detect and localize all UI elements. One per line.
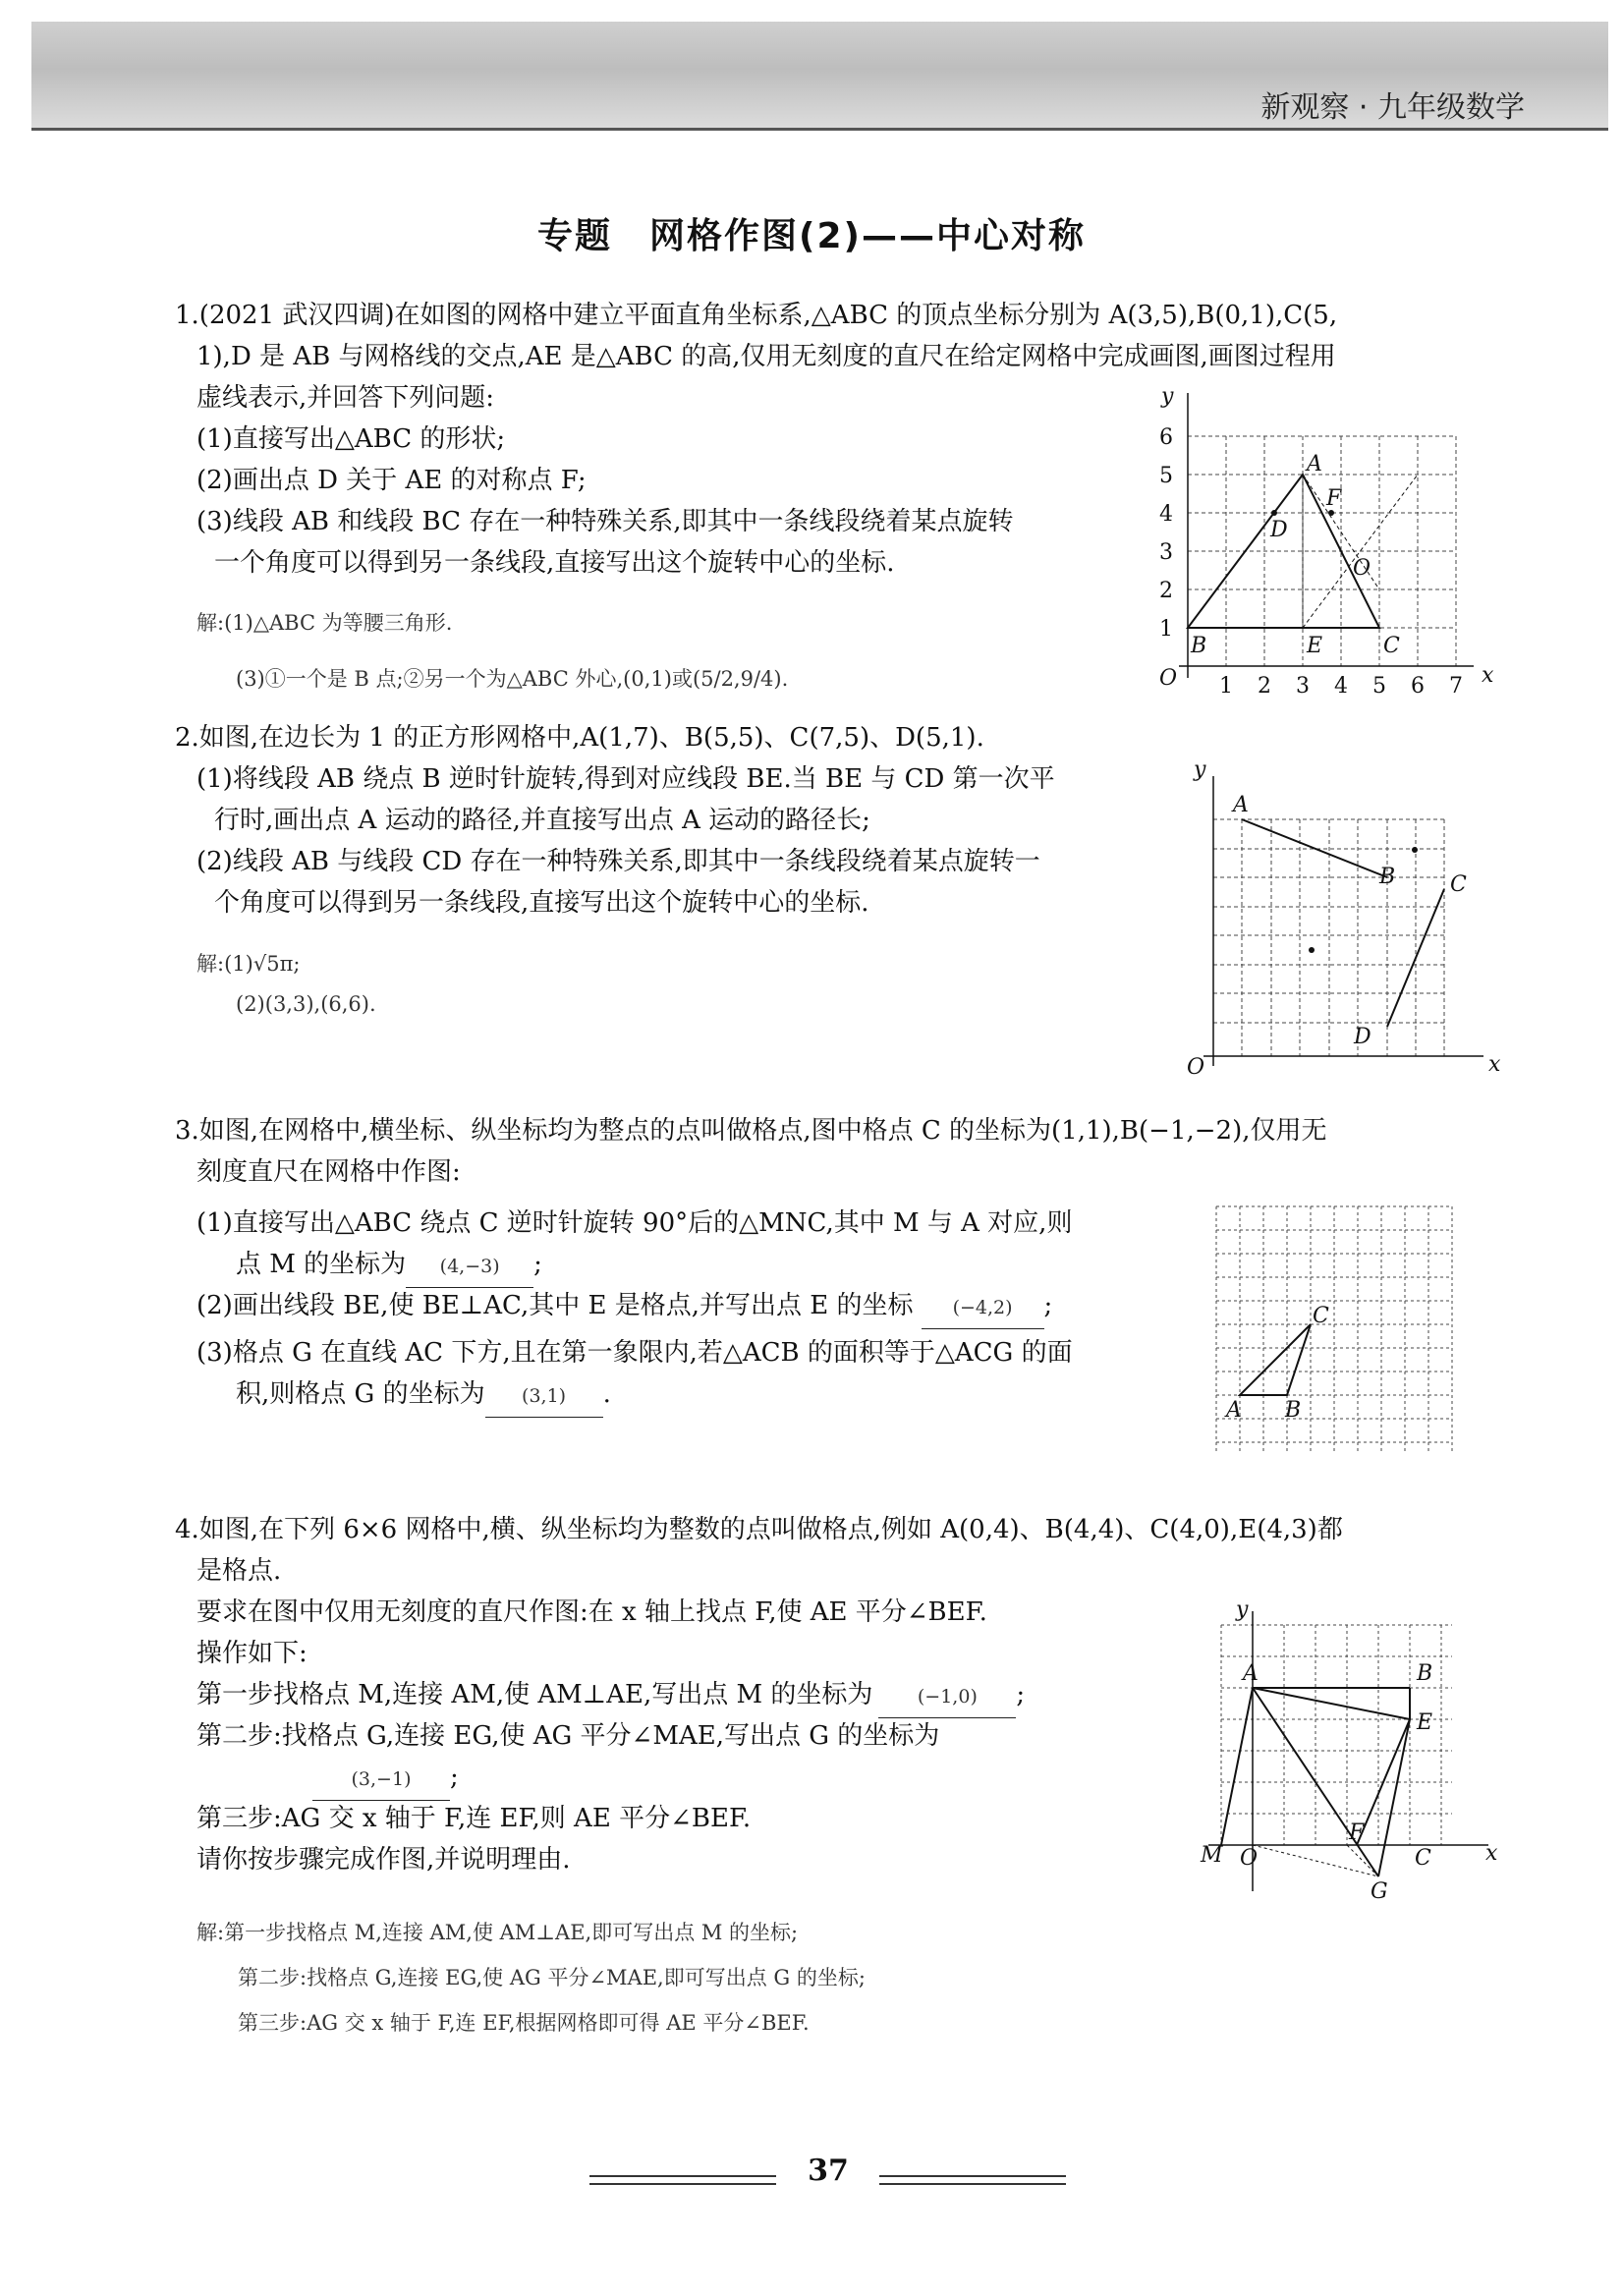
q2-line: (1)将线段 AB 绕点 B 逆时针旋转,得到对应线段 BE.当 BE 与 CD 第一次平 xyxy=(196,764,1055,794)
q3-p3-end: . xyxy=(602,1379,611,1409)
q3-point-C: C xyxy=(1313,1304,1329,1328)
q1-x-tick: 6 xyxy=(1411,674,1425,699)
q4-figure xyxy=(1189,1592,1513,1906)
book-title: 新观察 · 九年级数学 xyxy=(1260,90,1525,125)
q3-p1-answer-line xyxy=(196,1244,1073,1285)
q4-step1-text: 第一步找格点 M,连接 AM,使 AM⊥AE,写出点 M 的坐标为 xyxy=(196,1680,873,1709)
q1-y-tick: 4 xyxy=(1159,502,1173,527)
q3-p3-answer-blank: (3,1) xyxy=(485,1375,603,1418)
q1-figure xyxy=(1140,383,1513,707)
q3-p1-answer-blank: (4,−3) xyxy=(406,1246,533,1288)
page-title: 专题 网格作图(2)——中心对称 xyxy=(537,216,1086,256)
q3-p1-line: (1)直接写出△ABC 绕点 C 逆时针旋转 90°后的△MNC,其中 M 与 A 对应,则 xyxy=(196,1208,1073,1238)
q4-origin-label: O xyxy=(1240,1846,1259,1871)
q4-step3-line: 第三步:AG 交 x 轴于 F,连 EF,则 AE 平分∠BEF. xyxy=(196,1804,752,1833)
q4-point-M: M xyxy=(1201,1843,1223,1868)
q1-line: 1.(2021 武汉四调)在如图的网格中建立平面直角坐标系,△ABC 的顶点坐标分别为 A(3,5),B(0,1),C(5, xyxy=(175,301,1338,330)
footer-rule-right xyxy=(879,2175,1066,2177)
q1-point-B: B xyxy=(1191,634,1207,658)
q3-p2-text: (2)画出线段 BE,使 BE⊥AC,其中 E 是格点,并写出点 E 的坐标 xyxy=(196,1291,914,1320)
q3-line: 刻度直尺在网格中作图: xyxy=(196,1157,461,1187)
q1-point-D: D xyxy=(1270,518,1288,542)
q3-point-A: A xyxy=(1226,1398,1242,1423)
q1-line: (1)直接写出△ABC 的形状; xyxy=(196,424,506,454)
q3-p2-end: ; xyxy=(1043,1291,1053,1320)
footer-rule-right xyxy=(879,2183,1066,2185)
q2-y-label: y xyxy=(1194,757,1206,782)
q1-x-tick: 4 xyxy=(1334,674,1348,699)
q4-step2-end: ; xyxy=(450,1763,459,1792)
q3-p2-answer-blank: (−4,2) xyxy=(922,1287,1044,1329)
q2-point-C: C xyxy=(1450,872,1467,897)
q1-point-A: A xyxy=(1307,452,1322,476)
q1-line: (3)线段 AB 和线段 BC 存在一种特殊关系,即其中一条线段绕着某点旋转 xyxy=(196,507,1014,536)
q4-solution-line: 第二步:找格点 G,连接 EG,使 AG 平分∠MAE,即可写出点 G 的坐标; xyxy=(238,1966,866,1989)
q2-answer-1: 解:(1)√5π; xyxy=(196,952,301,976)
q1-y-label: y xyxy=(1161,384,1174,409)
q2-answer-2: (2)(3,3),(6,6). xyxy=(236,992,376,1016)
page-number: 37 xyxy=(808,2154,849,2188)
q1-y-tick: 1 xyxy=(1159,617,1173,642)
q2-point-D: D xyxy=(1354,1025,1371,1049)
q1-y-tick: 3 xyxy=(1159,540,1173,565)
q4-y-label: y xyxy=(1236,1597,1249,1622)
footer-rule-left xyxy=(589,2183,776,2185)
q4-step4-line: 请你按步骤完成作图,并说明理由. xyxy=(196,1845,571,1875)
q1-x-tick: 3 xyxy=(1296,674,1310,699)
q4-point-G: G xyxy=(1371,1879,1388,1904)
q2-x-label: x xyxy=(1488,1052,1501,1077)
q4-point-F: F xyxy=(1349,1820,1365,1845)
footer-rule-left xyxy=(589,2175,776,2177)
q4-point-E: E xyxy=(1417,1710,1433,1735)
q1-x-tick: 5 xyxy=(1372,674,1386,699)
q1-x-tick: 7 xyxy=(1449,674,1463,699)
q1-line: (2)画出点 D 关于 AE 的对称点 F; xyxy=(196,466,587,495)
q1-y-tick: 5 xyxy=(1159,464,1173,488)
q1-point-F: F xyxy=(1326,486,1342,511)
q1-origin-label: O xyxy=(1159,666,1178,691)
header-rule xyxy=(31,128,1608,131)
q2-figure xyxy=(1169,756,1513,1091)
q4-step2-answer-blank: (3,−1) xyxy=(312,1759,450,1801)
q2-line: 行时,画出点 A 运动的路径,并直接写出点 A 运动的路径长; xyxy=(214,806,870,835)
q3-figure xyxy=(1208,1199,1464,1464)
q4-point-B: B xyxy=(1417,1661,1433,1686)
q2-text xyxy=(175,717,1055,924)
q3-p3-answer-line xyxy=(196,1373,1073,1418)
q3-p1-end: ; xyxy=(533,1250,542,1279)
q2-origin-label: O xyxy=(1187,1055,1205,1080)
q1-answer-1: 解:(1)△ABC 为等腰三角形. xyxy=(196,611,453,635)
q4-text xyxy=(175,1509,1343,1880)
q1-x-tick: 2 xyxy=(1258,674,1271,699)
q3-p1-label: 点 M 的坐标为 xyxy=(236,1250,407,1279)
q1-point-C: C xyxy=(1383,634,1400,658)
q1-x-label: x xyxy=(1482,663,1494,688)
q1-y-tick: 6 xyxy=(1159,425,1173,450)
q4-point-A: A xyxy=(1243,1661,1259,1686)
q2-line: (2)线段 AB 与线段 CD 存在一种特殊关系,即其中一条线段绕着某点旋转一 xyxy=(196,847,1040,876)
q2-point-B: B xyxy=(1379,865,1396,889)
q3-text xyxy=(175,1110,1327,1193)
q3-parts xyxy=(196,1203,1073,1418)
q4-point-C: C xyxy=(1415,1846,1431,1871)
q1-x-tick: 1 xyxy=(1219,674,1233,699)
q1-point-O: O xyxy=(1353,556,1371,581)
q1-line: 虚线表示,并回答下列问题: xyxy=(196,383,495,413)
q4-line: 操作如下: xyxy=(196,1639,308,1668)
q4-line: 4.如图,在下列 6×6 网格中,横、纵坐标均为整数的点叫做格点,例如 A(0,4)、B(4,4)、C(4,0),E(4,3)都 xyxy=(175,1515,1343,1544)
q1-answer-3: (3)①一个是 B 点;②另一个为△ABC 外心,(0,1)或(5/2,9/4). xyxy=(236,667,789,691)
q1-line: 一个角度可以得到另一条线段,直接写出这个旋转中心的坐标. xyxy=(214,548,895,578)
q4-solution-line: 解:第一步找格点 M,连接 AM,使 AM⊥AE,即可写出点 M 的坐标; xyxy=(196,1921,799,1944)
q4-solution-line: 第三步:AG 交 x 轴于 F,连 EF,根据网格即可得 AE 平分∠BEF. xyxy=(238,2011,810,2035)
q4-line: 要求在图中仅用无刻度的直尺作图:在 x 轴上找点 F,使 AE 平分∠BEF. xyxy=(196,1597,987,1627)
q4-step2-line: 第二步:找格点 G,连接 EG,使 AG 平分∠MAE,写出点 G 的坐标为 xyxy=(196,1721,940,1751)
q3-p3-label: 积,则格点 G 的坐标为 xyxy=(236,1379,485,1409)
q4-line: 是格点. xyxy=(196,1556,282,1586)
q4-step2-answer-line xyxy=(175,1757,1343,1798)
q1-y-tick: 2 xyxy=(1159,579,1173,603)
q4-step1-answer-blank: (−1,0) xyxy=(878,1676,1016,1718)
q4-x-label: x xyxy=(1485,1841,1498,1866)
q3-line: 3.如图,在网格中,横坐标、纵坐标均为整点的点叫做格点,图中格点 C 的坐标为(1,1),B(−1,−2),仅用无 xyxy=(175,1116,1327,1146)
q3-p2-line xyxy=(196,1285,1073,1332)
q4-step1-end: ; xyxy=(1016,1680,1026,1709)
q1-point-E: E xyxy=(1307,634,1323,658)
q2-line: 个角度可以得到另一条线段,直接写出这个旋转中心的坐标. xyxy=(214,888,869,918)
q4-step1-line xyxy=(175,1674,1343,1715)
q3-p3-line: (3)格点 G 在直线 AC 下方,且在第一象限内,若△ACB 的面积等于△ACG 的面 xyxy=(196,1338,1073,1368)
q2-point-A: A xyxy=(1233,793,1249,817)
q3-point-B: B xyxy=(1285,1398,1302,1423)
q2-line: 2.如图,在边长为 1 的正方形网格中,A(1,7)、B(5,5)、C(7,5)、D(5,1). xyxy=(175,723,984,753)
q1-line: 1),D 是 AB 与网格线的交点,AE 是△ABC 的高,仅用无刻度的直尺在给定网格中完成画图,画图过程用 xyxy=(196,342,1336,371)
q4-solution xyxy=(196,1910,866,2045)
